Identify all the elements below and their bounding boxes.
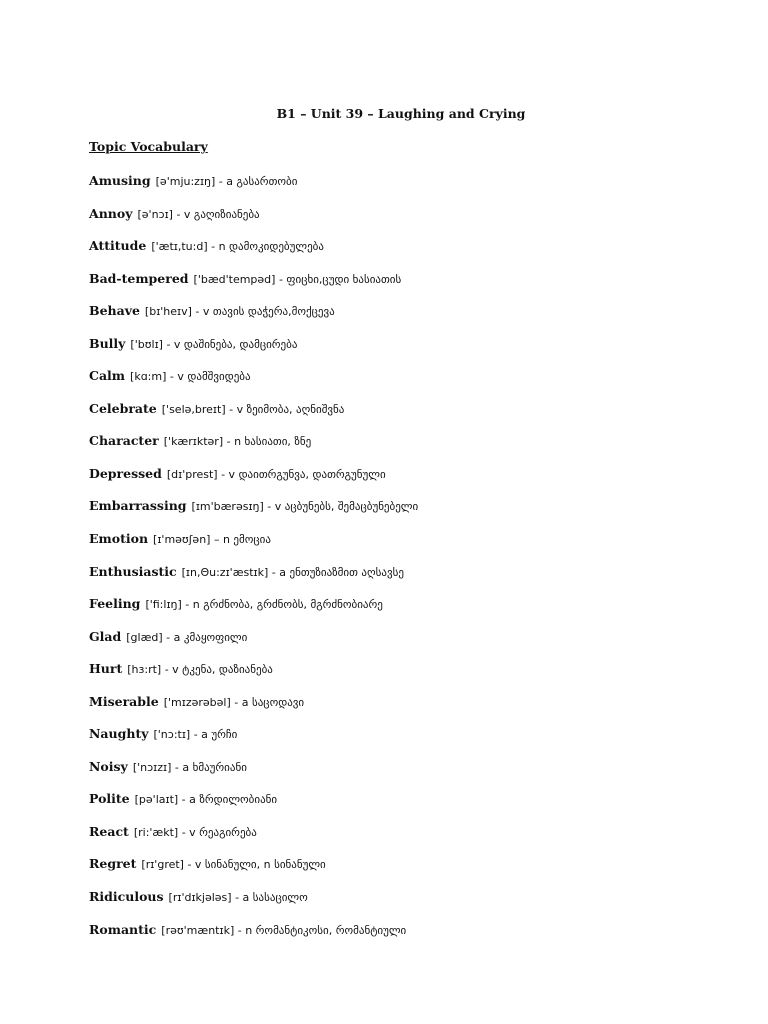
vocab-definition: ['nɔ:tɪ] - a ურჩი [153,728,238,742]
vocab-word: Attitude [89,238,147,254]
vocab-word: Bad-tempered [89,270,189,286]
vocab-definition: ['selə,breɪt] - v ზეიმობა, აღნიშვნა [161,402,345,416]
vocab-definition: ['ætɪ,tu:d] - n დამოკიდებულება [151,240,324,254]
vocab-definition: [hɜ:rt] - v ტკენა, დაზიანება [127,663,273,677]
vocab-entry [89,400,749,433]
vocab-entry [89,823,749,856]
vocab-entry [89,465,749,498]
vocab-word: Ridiculous [89,889,164,905]
vocab-word: Amusing [89,173,151,188]
vocab-definition: ['bʊlɪ] - v დაშინება, დამცირება [130,337,298,351]
vocab-definition: ['bæd'tempəd] - ფიცხი,ცუდი ხასიათის [193,272,402,286]
vocab-entry [89,497,749,530]
vocab-definition: [kɑ:m] - v დამშვიდება [130,370,251,384]
section-heading: Topic Vocabulary [89,139,208,154]
vocabulary-list [89,172,749,953]
vocab-definition: [rəʊ'mæntɪk] - n რომანტიკოსი, რომანტიული [161,923,407,937]
vocab-entry [89,432,749,465]
vocab-word: Miserable [89,693,159,709]
vocab-entry [89,855,749,888]
page-title: B1 – Unit 39 – Laughing and Crying [276,106,526,121]
vocab-word: Regret [89,856,137,872]
vocab-word: Behave [89,303,140,319]
vocab-definition: [ri:'ækt] - v რეაგირება [133,825,257,839]
vocab-word: Emotion [89,531,149,547]
vocab-word: Hurt [89,661,123,677]
vocab-entry [89,921,749,954]
vocab-entry [89,563,749,596]
vocab-definition: [rɪ'gret] - v სინანული, n სინანული [141,858,326,872]
vocab-word: Polite [89,791,130,807]
vocab-word: Annoy [89,205,133,221]
vocab-definition: ['fi:lɪŋ] - n გრძნობა, გრძნობს, მგრძნობიარე [145,598,383,612]
vocab-definition: [ɪ'məʊʃən] – n ემოცია [153,533,271,547]
vocab-entry [89,758,749,791]
vocab-definition: ['nɔɪzɪ] - a ხმაურიანი [132,760,247,774]
vocab-word: Calm [89,368,126,384]
vocab-definition: [ə'mju:zɪŋ] - a გასართობი [155,175,298,188]
vocab-definition: [dɪ'prest] - v დაითრგუნვა, დათრგუნული [166,467,386,481]
vocab-definition: [ɪn,Θu:zɪ'æstɪk] - a ენთუზიაზმით აღსავსე [181,565,404,579]
vocab-definition: [ɪm'bærəsɪŋ] - v აცბუნებს, შემაცბუნებელი [191,500,419,514]
vocab-word: Embarrassing [89,498,187,514]
vocab-word: Character [89,433,159,449]
vocab-entry [89,693,749,726]
vocab-entry [89,205,749,238]
vocab-word: Glad [89,628,122,644]
vocab-word: Romantic [89,921,157,937]
vocab-word: React [89,823,129,839]
vocab-entry [89,270,749,303]
vocab-word: Celebrate [89,400,157,416]
vocab-definition: [rɪ'dɪkjələs] - a სასაცილო [168,891,308,905]
vocab-word: Feeling [89,596,141,612]
vocab-definition: ['mɪzərəbəl] - a საცოდავი [163,695,305,709]
vocab-entry [89,888,749,921]
vocab-word: Depressed [89,465,162,481]
vocab-definition: [ə'nɔɪ] - v გაღიზიანება [137,207,260,221]
vocab-entry [89,172,749,205]
vocab-word: Bully [89,335,126,351]
vocab-word: Naughty [89,726,149,742]
vocab-entry [89,595,749,628]
vocab-word: Enthusiastic [89,563,177,579]
vocab-definition: [bɪ'heɪv] - v თავის დაჭერა,მოქცევა [144,305,335,319]
vocab-entry [89,237,749,270]
vocab-definition: [pə'laɪt] - a ზრდილობიანი [134,793,278,807]
vocab-entry [89,790,749,823]
vocab-entry [89,367,749,400]
vocab-entry [89,628,749,661]
vocab-definition: [glæd] - a კმაყოფილი [126,630,248,644]
vocab-definition: ['kærɪktər] - n ხასიათი, ზნე [163,435,312,449]
vocab-entry [89,335,749,368]
vocab-entry [89,725,749,758]
vocab-entry [89,530,749,563]
vocab-entry [89,660,749,693]
vocab-entry [89,302,749,335]
vocab-word: Noisy [89,758,128,774]
